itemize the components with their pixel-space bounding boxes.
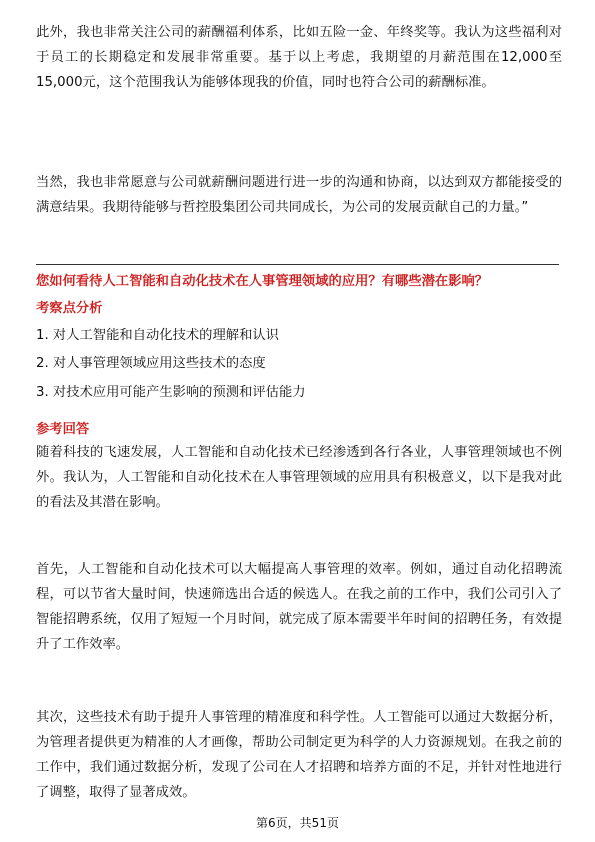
- analysis-item: 2. 对人事管理领域应用这些技术的态度: [36, 356, 266, 371]
- analysis-item: 1. 对人工智能和自动化技术的理解和认识: [36, 328, 279, 343]
- answer-paragraph: 其次，这些技术有助于提升人事管理的精准度和科学性。人工智能可以通过大数据分析，为管理者提供更为精准的人才画像，帮助公司制定更为科学的人力资源规划。在我之前的工作中，我们通过数据分析，发现了公司在人才招聘和培养方面的不足，并针对性地进行了调整，取得了显著成效。: [36, 710, 562, 800]
- answer-paragraph: 首先，人工智能和自动化技术可以大幅提高人事管理的效率。例如，通过自动化招聘流程，可以节省大量时间，快速筛选出合适的候选人。在我之前的工作中，我们公司引入了智能招聘系统，仅用了短短一个月时间，就完成了原本需要半年时间的招聘任务，有效提升了工作效率。: [36, 562, 562, 652]
- answer-paragraph: 随着科技的飞速发展，人工智能和自动化技术已经渗透到各行各业，人事管理领域也不例外。我认为，人工智能和自动化技术在人事管理领域的应用具有积极意义，以下是我对此的看法及其潜在影响。: [36, 445, 562, 510]
- answer-heading: 参考回答: [36, 422, 90, 437]
- interview-question: 您如何看待人工智能和自动化技术在人事管理领域的应用？有哪些潜在影响？: [36, 274, 489, 289]
- analysis-item: 3. 对技术应用可能产生影响的预测和评估能力: [36, 385, 306, 400]
- intro-paragraph-salary: 此外，我也非常关注公司的薪酬福利体系，比如五险一金、年终奖等。我认为这些福利对于员工的长期稳定和发展非常重要。基于以上考虑，我期望的月薪范围在12,000至15,000元，这个范围我认为能够体现我的价值，同时也符合公司的薪酬标准。: [36, 25, 562, 90]
- analysis-heading: 考察点分析: [36, 301, 103, 316]
- section-divider: [36, 264, 559, 265]
- intro-paragraph-negotiation: 当然，我也非常愿意与公司就薪酬问题进行进一步的沟通和协商，以达到双方都能接受的满意结果。我期待能够与哲控股集团公司共同成长，为公司的发展贡献自己的力量。”: [36, 175, 562, 215]
- page-number: 第6页，共51页: [256, 816, 339, 830]
